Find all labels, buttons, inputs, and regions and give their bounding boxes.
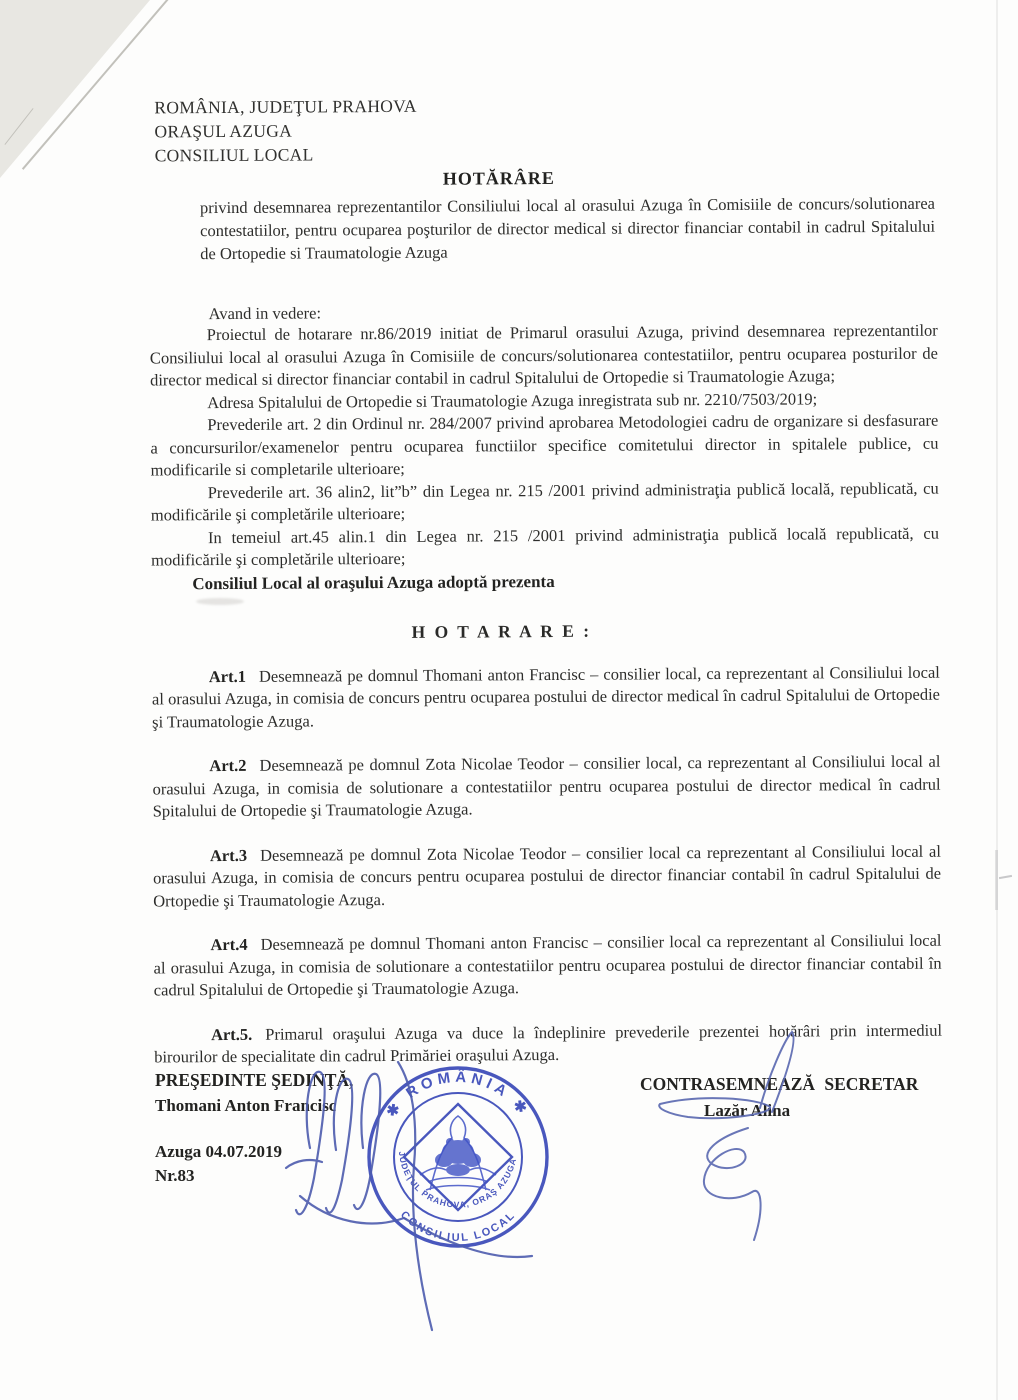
stamp-coat-of-arms	[404, 1104, 512, 1210]
recital-paragraph: Prevederile art. 2 din Ordinul nr. 284/2007 privind aprobarea Metodologiei cadru de organizare si desfasurare a concursurilor/examenelor pentru ocuparea functiilor specifice comitetului director in spitalele publice, cu modificarile si completarile ulterioare;	[150, 410, 939, 480]
document-header	[154, 91, 936, 168]
president-role: PREŞEDINTE ŞEDINŢĂ,	[155, 1070, 354, 1090]
header-country-county: ROMÂNIA, JUDEŢUL PRAHOVA	[154, 95, 417, 118]
svg-text:JUDEŢUL PRAHOVA, ORAŞ AZUGA	[397, 1151, 518, 1210]
stamp-council-arc: CONSILIUL LOCAL	[397, 1208, 519, 1245]
article-4	[153, 930, 941, 1002]
article-1	[152, 661, 940, 733]
page-fold-corner	[0, 0, 150, 178]
decision-number: Nr.83	[155, 1166, 195, 1185]
recital-paragraph: Proiectul de hotarare nr.86/2019 initiat de Primarul orasului Azuga, privind desemnarea reprezentantilor Consiliului local al orasului Azuga în Comisiile de concurs/solutionarea contestatiilor, pentru ocuparea posturilor de director medical si director financiar contabil in cadrul Spitalului de Ortopedie si Traumatologie Azuga;	[149, 320, 938, 390]
stamp-county-city-arc: JUDEŢUL PRAHOVA, ORAŞ AZUGA	[396, 1150, 519, 1210]
scan-artifact-line	[996, 0, 998, 1400]
header-city: ORAŞUL AZUGA	[154, 120, 293, 142]
article-2-text: Desemnează pe domnul Zota Nicolae Teodor – consilier local, ca reprezentant al Consiliului local al orasului Azuga, in comisia de solutionare a contestatiilor pentru ocuparea postului de director medical în cadrul Spitalului de Ortopedie şi Traumatologie Azuga.	[152, 751, 941, 821]
svg-text:CONSILIUL LOCAL	[398, 1209, 518, 1244]
president-signature-block	[155, 1070, 415, 1186]
adoption-line: Consiliul Local al oraşului Azuga adoptă prezenta	[192, 571, 555, 593]
decision-heading: H O T A R A R E :	[411, 620, 592, 642]
article-3-text: Desemnează pe domnul Zota Nicolae Teodor – consilier local ca reprezentant al Consiliului local al orasului Azuga, in comisia de concurs pentru ocuparea postului de director financiar contabil în cadrul Spitalului de Ortopedie şi Traumatologie Azuga.	[153, 841, 942, 910]
pencil-edge-mark	[999, 875, 1012, 879]
president-name: Thomani Anton Francisc	[155, 1096, 337, 1115]
secretary-name: Lazăr Alina	[704, 1101, 791, 1120]
secretary-signature-block	[640, 1074, 932, 1121]
article-5-label: Art.5.	[210, 1024, 253, 1044]
article-2	[152, 751, 940, 823]
stamp-country-arc: ✱ ROMÂNIA ✱	[383, 1068, 533, 1121]
article-1-label: Art.1	[208, 666, 247, 686]
document-content	[148, 0, 943, 1069]
article-2-label: Art.2	[209, 755, 247, 776]
scan-artifact-line-dark	[995, 850, 998, 910]
article-5	[154, 1019, 942, 1069]
secretary-role: CONTRASEMNEAZĂ SECRETAR	[640, 1074, 919, 1094]
article-4-label: Art.4	[210, 934, 248, 955]
article-3-label: Art.3	[209, 845, 248, 865]
document-title: HOTĂRÂRE	[442, 167, 555, 189]
article-3	[153, 840, 941, 912]
recital-paragraph: Adresa Spitalului de Ortopedie si Traumatologie Azuga inregistrata sub nr. 2210/7503/2019;	[207, 388, 818, 412]
article-1-text: Desemnează pe domnul Thomani anton Francisc – consilier local, ca reprezentant al Consiliului local al orasului Azuga, in comisia de concurs pentru ocuparea postului de director medical în cadrul Spitalului de Ortopedie şi Traumatologie Azuga.	[151, 662, 941, 731]
having-regard-line: Avand in vedere:	[208, 303, 322, 324]
recital-paragraph: Prevederile art. 36 alin2, lit”b” din Legea nr. 215 /2001 privind administraţia publică locală, republicată, cu modificările şi completările ulterioare;	[150, 478, 939, 525]
article-4-text: Desemnează pe domnul Thomani anton Francisc – consilier local ca reprezentant al Consiliului local al orasului Azuga, in comisia de solutionare a contestatiilor pentru ocuparea postului de director financiar contabil în cadrul Spitalului de Ortopedie şi Traumatologie Azuga.	[153, 930, 942, 1000]
place-date: Azuga 04.07.2019	[155, 1142, 283, 1161]
header-council: CONSILIUL LOCAL	[154, 144, 314, 166]
document-subtitle: privind desemnarea reprezentantilor Consiliului local al orasului Azuga în Comisiile de concurs/solutionarea contestatiilor, pentru ocuparea poşturilor de director medical si director financiar contabil in cadrul Spitalului de Ortopedie si Traumatologie Azuga	[199, 193, 936, 264]
article-5-text: Primarul oraşului Azuga va duce la îndeplinire prevederile prezentei hotărâri prin intermediul birourilor de specialitate din cadrul Primăriei oraşului Azuga.	[154, 1020, 943, 1067]
recital-paragraph: In temeiul art.45 alin.1 din Legea nr. 215 /2001 privind administraţia publică locală republicată, cu modificările şi completările ulterioare;	[151, 523, 940, 570]
